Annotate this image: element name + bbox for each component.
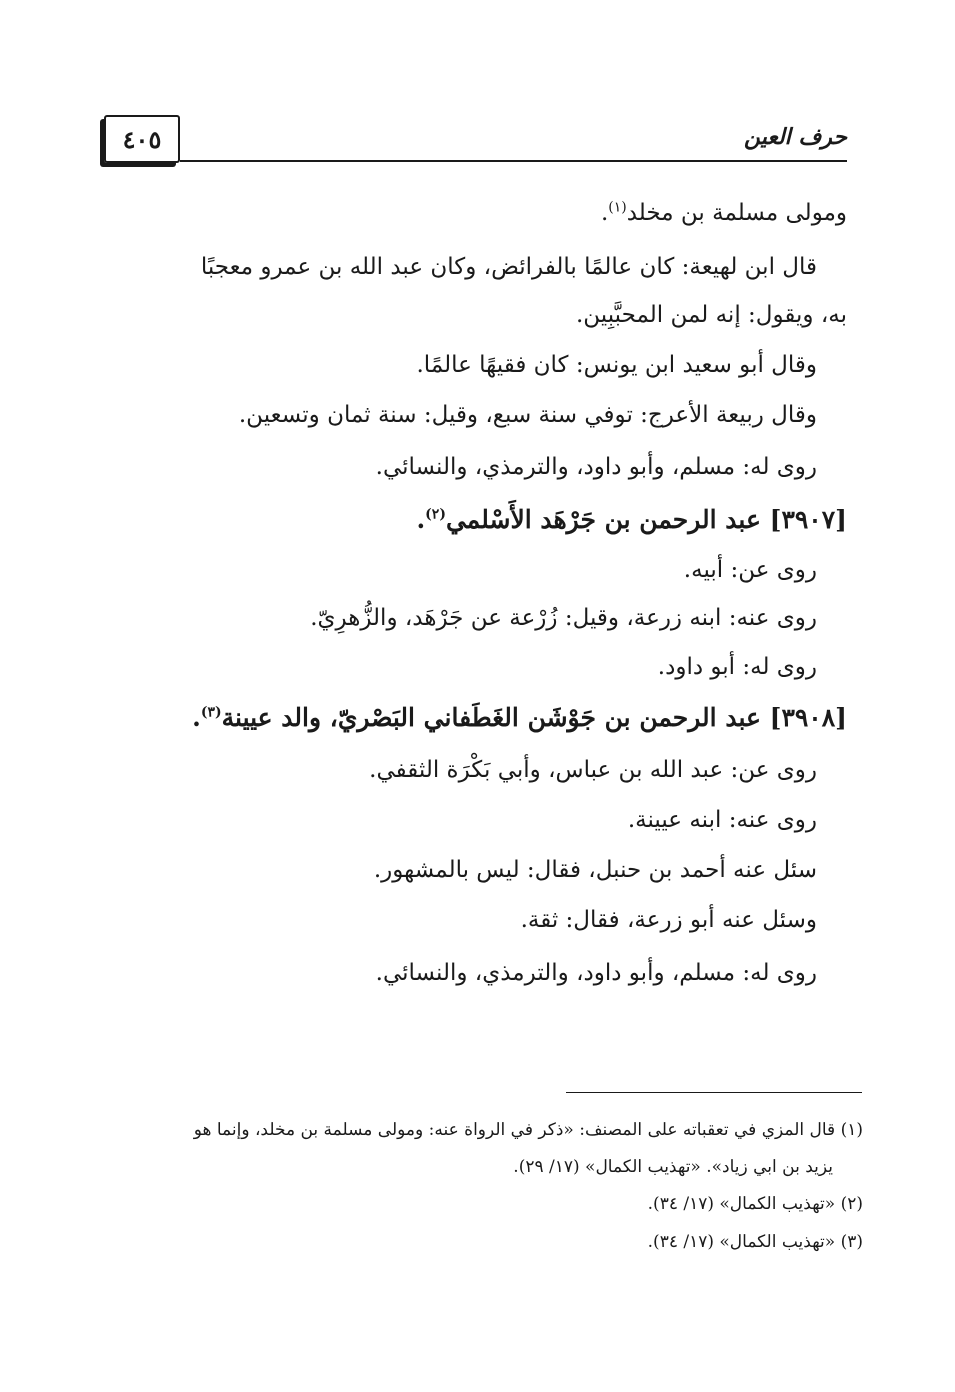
text-line: روى له: مسلم، وأبو داود، والترمذي، والنسائي.	[375, 960, 817, 986]
entry-heading-3908: [٣٩٠٨] عبد الرحمن بن جَوْشَن الغَطَفاني البَصْريّ، والد عيينة$^{(٣)}$.	[192, 703, 847, 732]
running-head: حرف العين	[743, 124, 847, 150]
text-line: روى عنه: ابنه زرعة، وقيل: زُرْعة عن جَرْهَد، والزُّهرِيّ.	[310, 605, 817, 631]
footnote-ref: (٢)	[425, 506, 446, 523]
header-rule	[180, 160, 847, 162]
text-line: وسئل عنه أبو زرعة، فقال: ثقة.	[520, 907, 817, 933]
text-line: وقال ربيعة الأعرج: توفي سنة سبع، وقيل: سنة ثمان وتسعين.	[238, 402, 817, 428]
footnote-1-continued: يزيد بن ابي زياد». «تهذيب الكمال» (١٧/ ٢٩).	[513, 1157, 833, 1177]
footnote-ref: (١)	[608, 199, 627, 216]
text-line: ومولى مسلمة بن مخلد$^{(١)}$.	[600, 199, 847, 226]
text-line: روى عن: أبيه.	[683, 557, 817, 583]
text-line: روى عن: عبد الله بن عباس، وأبي بَكْرَة الثقفي.	[369, 757, 817, 783]
footnote-rule	[566, 1092, 862, 1093]
entry-heading-3907: [٣٩٠٧] عبد الرحمن بن جَرْهَد الأَسْلمي$^{(٢)}$.	[416, 505, 847, 534]
text-line: به، ويقول: إنه لمن المحبَّبِين.	[575, 302, 847, 328]
footnote-1: (١) قال المزي في تعقباته على المصنف: «ذكر في الرواة عنه: ومولى مسلمة بن مخلد، وإنما هو	[193, 1120, 863, 1140]
footnote-3: (٣) «تهذيب الكمال» (١٧/ ٣٤).	[647, 1232, 863, 1252]
text-line: سئل عنه أحمد بن حنبل، فقال: ليس بالمشهور.	[373, 857, 817, 883]
text-line: روى له: مسلم، وأبو داود، والترمذي، والنسائي.	[375, 454, 817, 480]
text-line: روى له: أبو داود.	[657, 654, 817, 680]
footnote-2: (٢) «تهذيب الكمال» (١٧/ ٣٤).	[647, 1194, 863, 1214]
text-line: قال ابن لهيعة: كان عالمًا بالفرائض، وكان عبد الله بن عمرو معجبًا	[200, 254, 817, 280]
text-line: روى عنه: ابنه عيينة.	[627, 807, 817, 833]
page-number-box	[104, 115, 180, 163]
page-number: ٤٠٥	[122, 124, 162, 154]
footnote-ref: (٣)	[200, 704, 222, 721]
text-line: وقال أبو سعيد ابن يونس: كان فقيهًا عالمًا.	[416, 352, 817, 378]
